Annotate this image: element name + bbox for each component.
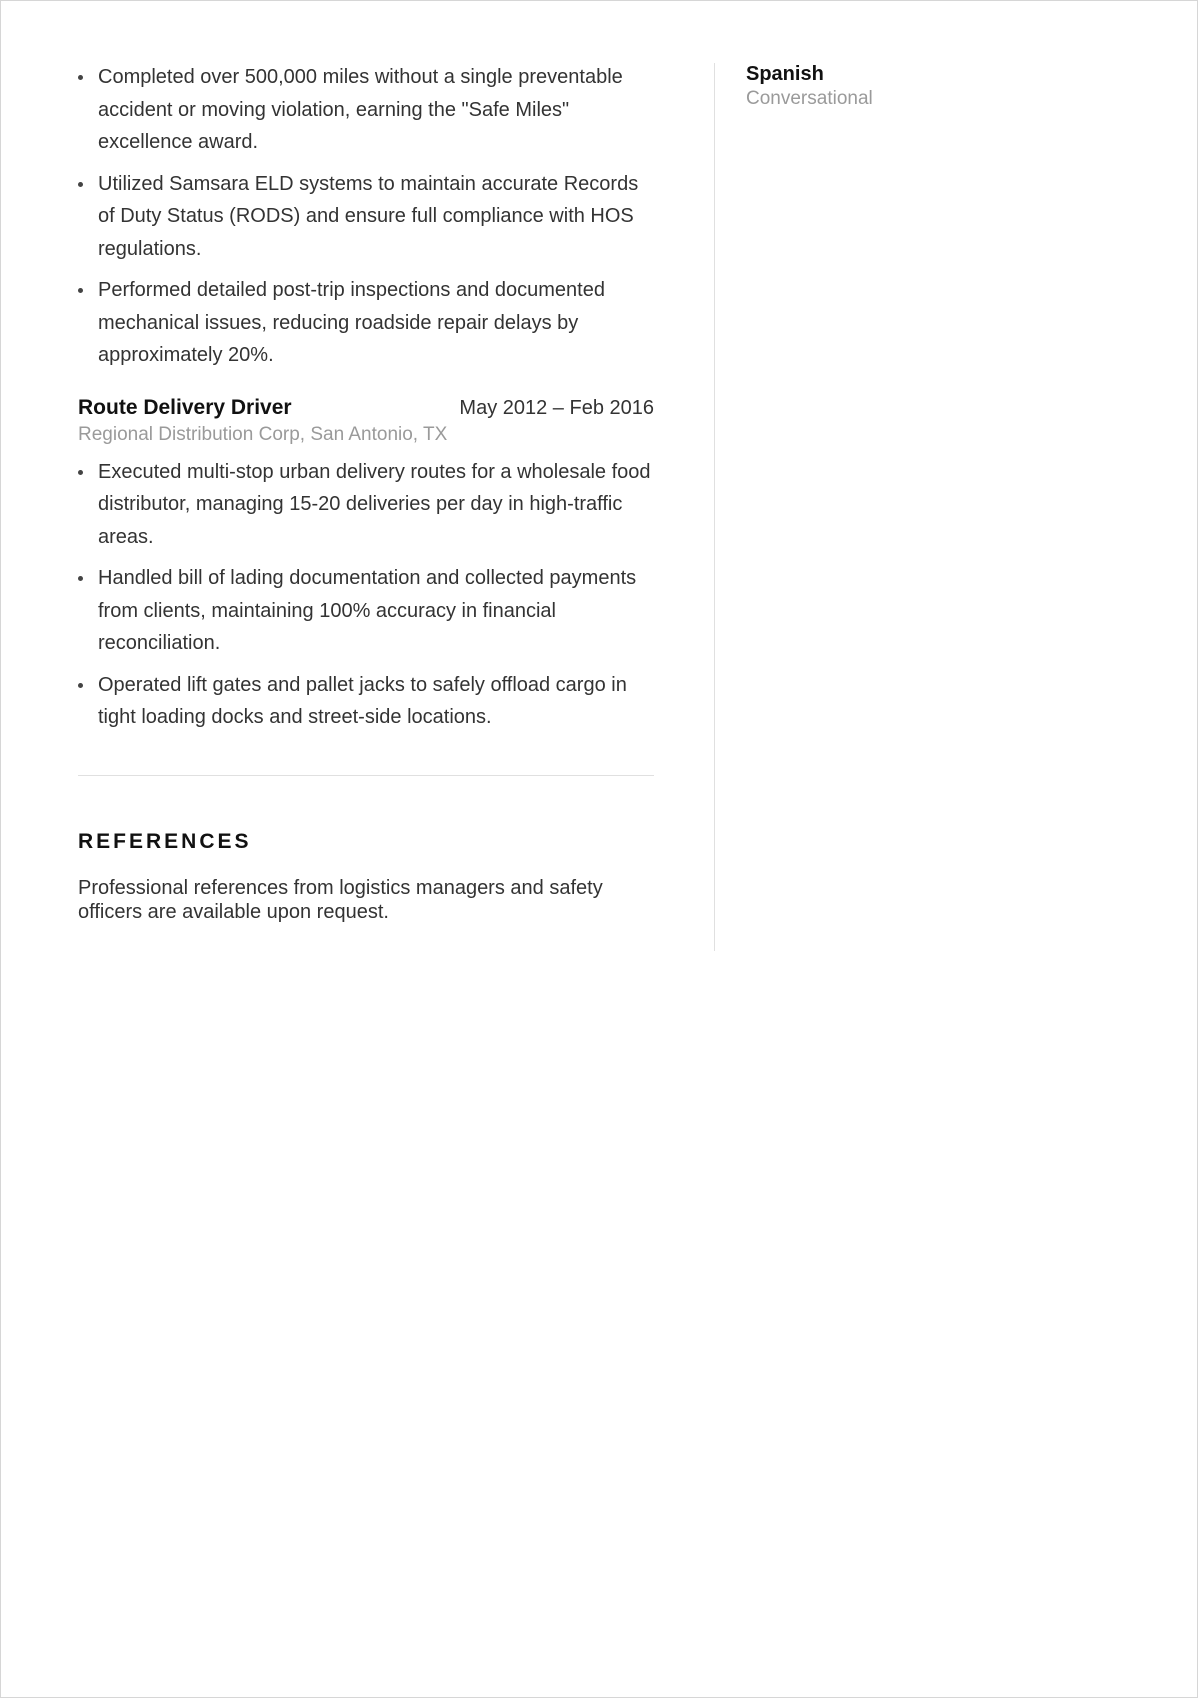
references-heading: REFERENCES	[78, 829, 252, 853]
job-bullets	[78, 456, 654, 734]
language-level: Conversational	[746, 88, 873, 109]
bullet-item: Executed multi-stop urban delivery routes for a wholesale food distributor, managing 15-20 deliveries per day in high-traffic areas.	[78, 456, 654, 554]
language-entry	[746, 61, 1126, 111]
bullet-item: Performed detailed post-trip inspections and documented mechanical issues, reducing roadside repair delays by approximately 20%.	[78, 274, 654, 372]
job-header	[78, 396, 654, 420]
bullet-item: Handled bill of lading documentation and collected payments from clients, maintaining 100% accuracy in financial reconciliation.	[78, 562, 654, 660]
bullet-item: Operated lift gates and pallet jacks to safely offload cargo in tight loading docks and street-side locations.	[78, 669, 654, 734]
previous-job-bullets	[78, 61, 654, 372]
job-entry	[78, 396, 654, 734]
bullet-item: Utilized Samsara ELD systems to maintain accurate Records of Duty Status (RODS) and ensure full compliance with HOS regulations.	[78, 168, 654, 266]
bullet-item: Completed over 500,000 miles without a single preventable accident or moving violation, earning the "Safe Miles" excellence award.	[78, 61, 654, 159]
job-dates: May 2012 – Feb 2016	[459, 396, 654, 419]
section-divider	[78, 775, 654, 776]
job-title: Route Delivery Driver	[78, 395, 292, 419]
main-column	[78, 61, 654, 924]
language-name: Spanish	[746, 63, 824, 85]
side-column	[746, 61, 1126, 111]
references-text: Professional references from logistics managers and safety officers are available upon request.	[78, 876, 603, 923]
column-divider	[714, 63, 715, 951]
job-company: Regional Distribution Corp, San Antonio, TX	[78, 423, 448, 445]
